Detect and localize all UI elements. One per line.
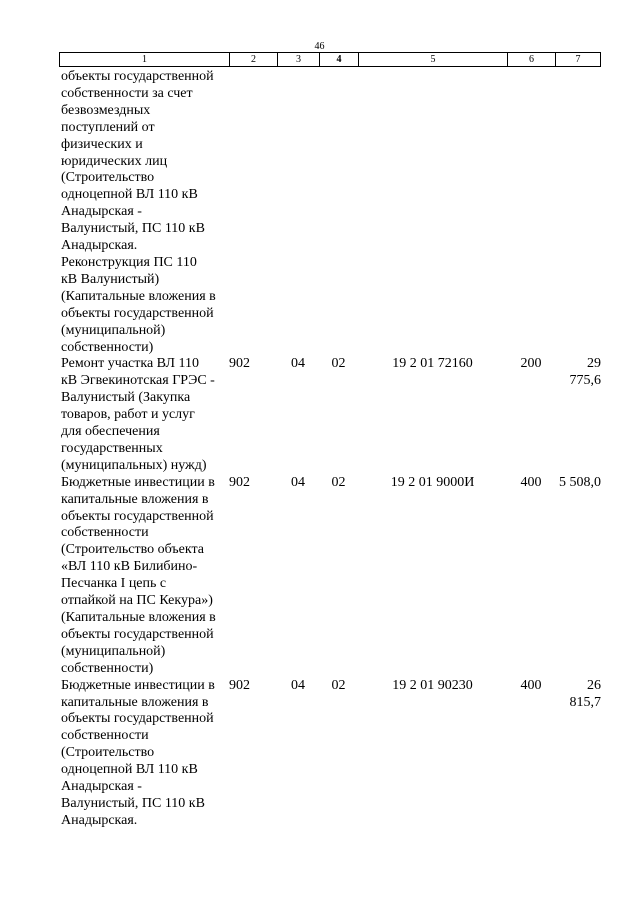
row-ministry-code: 902	[229, 677, 250, 693]
row-amount: 5 508,0	[559, 474, 601, 490]
table-row	[61, 69, 601, 356]
row-section: 04	[291, 474, 305, 490]
header-col-2: 2	[230, 53, 278, 66]
header-col-1: 1	[60, 53, 230, 66]
row-description: объекты государственной собственности за счет безвозмездных поступлений от физических и юридических лиц (Строительство одноцепной ВЛ 110 кВ Анадырская - Валунистый, ПС 110 кВ Анадырская. Реконструкция ПС 110 кВ Валунистый) (Капитальные вложения в объекты государственной (муниципальной) собственности)	[61, 69, 216, 355]
header-col-6: 6	[508, 53, 556, 66]
row-expense-type: 400	[520, 474, 542, 490]
header-col-3: 3	[278, 53, 320, 66]
header-col-7: 7	[575, 54, 581, 65]
table-header-row	[59, 52, 601, 67]
table-row	[61, 356, 601, 474]
row-section: 04	[291, 677, 305, 693]
row-description: Бюджетные инвестиции в капитальные вложения в объекты государственной собственности (Строительство одноцепной ВЛ 110 кВ Анадырская - Валунистый, ПС 110 кВ Анадырская.	[61, 677, 215, 828]
row-amount: 29 775,6	[569, 356, 601, 389]
table-body	[61, 69, 601, 830]
page-number: 46	[314, 41, 325, 52]
table-row	[61, 678, 601, 830]
row-ministry-code: 902	[229, 474, 250, 490]
row-expense-type: 400	[520, 677, 542, 693]
row-ministry-code: 902	[229, 356, 250, 372]
table-row	[61, 475, 601, 678]
row-description: Бюджетные инвестиции в капитальные вложения в объекты государственной собственности (Строительство объекта «ВЛ 110 кВ Билибино- Песчанка I цепь с отпайкой на ПС Кекура») (Капитальные вложения в объекты государственной (муниципальной) собственности)	[61, 474, 216, 676]
row-expense-type: 200	[520, 356, 542, 372]
row-description: Ремонт участка ВЛ 110 кВ Эгвекинотская ГРЭС - Валунистый (Закупка товаров, работ и услуг для обеспечения государственных (муниципальных) нужд)	[61, 356, 215, 473]
header-col-4: 4	[320, 53, 359, 66]
row-subsection: 02	[331, 356, 346, 372]
row-subsection: 02	[331, 474, 346, 490]
row-amount: 26 815,7	[569, 677, 601, 710]
row-target-article: 19 2 01 72160	[392, 356, 473, 372]
row-target-article: 19 2 01 90230	[392, 677, 473, 693]
row-subsection: 02	[331, 677, 346, 693]
row-target-article: 19 2 01 9000И	[390, 474, 475, 490]
row-section: 04	[291, 356, 305, 372]
header-col-5: 5	[359, 53, 508, 66]
